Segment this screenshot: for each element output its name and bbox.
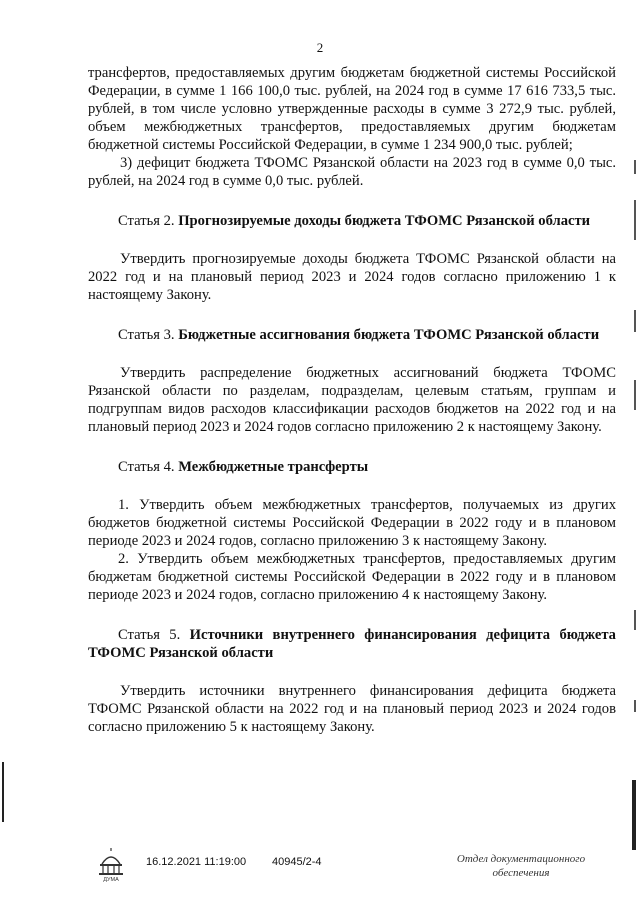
scan-margin-marks <box>626 140 636 860</box>
duma-logo-icon <box>96 848 126 882</box>
article-title: Межбюджетные трансферты <box>178 459 369 475</box>
timestamp: 16.12.2021 11:19:00 <box>146 856 247 868</box>
article-title: Источники внутреннего финансирования дефицита бюджета ТФОМС Рязанской области <box>88 627 616 661</box>
article-paragraph: Утвердить распределение бюджетных ассигнований бюджета ТФОМС Рязанской области по разделам, подразделам, целевым статьям, группам и подгруппам видов расходов классификации расходов бюджетов на 2022 год и на плановый период 2023 и 2024 годов согласно приложению 2 к настоящему Закону. <box>88 365 616 435</box>
intro-paragraph: 3) дефицит бюджета ТФОМС Рязанской области на 2023 год в сумме 0,0 тыс. рублей, на 2024 год в сумме 0,0 тыс. рублей. <box>88 155 616 189</box>
logo-text: ДУМА <box>103 877 119 882</box>
article-3-heading <box>88 326 616 344</box>
article-label: Статья 2. <box>118 213 175 229</box>
page-number: 2 <box>316 40 324 55</box>
document-footer <box>0 848 640 898</box>
article-label: Статья 3. <box>118 327 175 343</box>
article-title: Бюджетные ассигнования бюджета ТФОМС Рязанской области <box>178 327 600 343</box>
article-label: Статья 5. <box>118 627 181 643</box>
document-body <box>88 64 616 736</box>
article-5-heading <box>88 626 616 662</box>
department-stamp <box>446 852 596 880</box>
article-title: Прогнозируемые доходы бюджета ТФОМС Рязанской области <box>178 213 591 229</box>
article-paragraph: 1. Утвердить объем межбюджетных трансфертов, получаемых из других бюджетов бюджетной системы Российской Федерации в 2022 году и в плановом периоде 2023 и 2024 годов, согласно приложению 3 к настоящему Закону. <box>88 497 616 549</box>
intro-paragraph: трансфертов, предоставляемых другим бюджетам бюджетной системы Российской Федерации, в сумме 1 166 100,0 тыс. рублей, на 2024 год в сумме 17 616 733,5 тыс. рублей, в том числе условно утвержденные расходы в сумме 3 272,9 тыс. рублей, объем межбюджетных трансфертов, предоставляемых другим бюджетам бюджетной системы Российской Федерации, в сумме 1 234 900,0 тыс. рублей; <box>88 65 616 153</box>
article-paragraph: Утвердить прогнозируемые доходы бюджета ТФОМС Рязанской области на 2022 год и на плановый период 2023 и 2024 годов согласно приложению 1 к настоящему Закону. <box>88 251 616 303</box>
document-number: 40945/2-4 <box>272 856 322 868</box>
article-paragraph: 2. Утвердить объем межбюджетных трансфертов, предоставляемых другим бюджетам бюджетной системы Российской Федерации в 2022 году и в плановом периоде 2023 и 2024 годов, согласно приложению 4 к настоящему Закону. <box>88 551 616 603</box>
scan-edge-mark <box>2 762 4 822</box>
department-line: обеспечения <box>492 867 550 879</box>
article-label: Статья 4. <box>118 459 175 475</box>
department-line: Отдел документационного <box>456 853 586 865</box>
article-2-heading <box>88 212 616 230</box>
article-paragraph: Утвердить источники внутреннего финансирования дефицита бюджета ТФОМС Рязанской области на 2022 год и на плановый период 2023 и 2024 годов согласно приложению 5 к настоящему Закону. <box>88 683 616 735</box>
article-4-heading <box>88 458 616 476</box>
